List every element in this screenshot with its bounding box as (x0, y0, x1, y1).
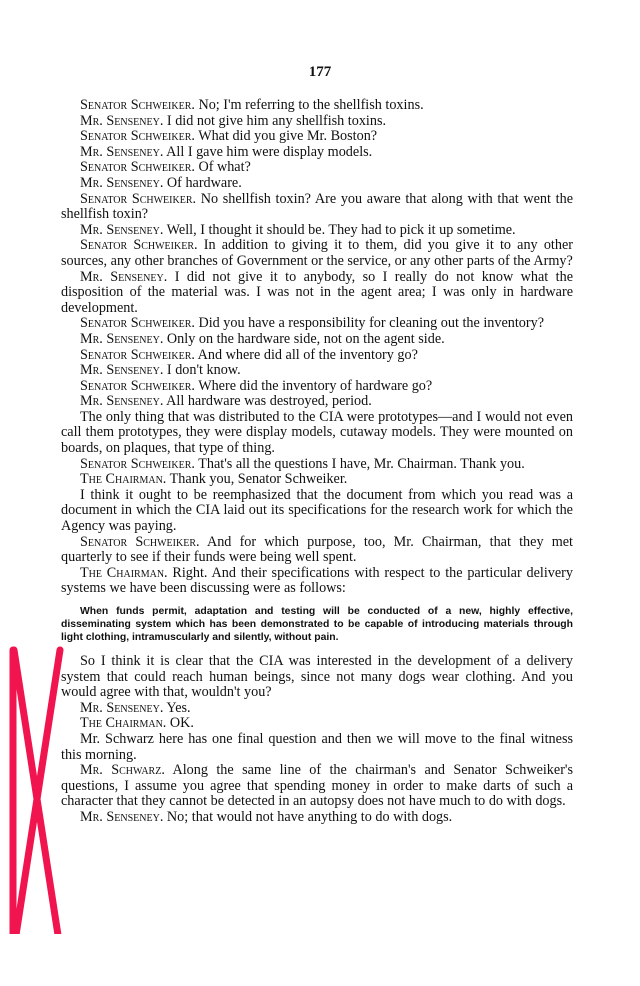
speech-text: Of what? (194, 159, 251, 176)
speech-text: In addition to giving it to them, did you give it to any other sources, any other branches of Government or the service, or any other parts of the Army? (61, 237, 573, 269)
speaker-name: Mr. Senseney. (80, 330, 164, 347)
speech-text: No shellfish toxin? Are you aware that along with that went the shellfish toxin? (61, 190, 573, 223)
speaker-name: Senator Schweiker. (80, 159, 195, 176)
transcript-paragraph (61, 732, 573, 763)
transcript-paragraph (61, 160, 573, 176)
transcript-paragraph (61, 238, 573, 269)
speaker-name: Mr. Senseney. (80, 143, 164, 160)
speaker-name: Senator Schweiker. (80, 190, 197, 207)
speech-text: Right. And their specifications with respect to the particular delivery systems we have been discussing were as follows: (61, 564, 573, 597)
transcript-paragraph (61, 316, 573, 332)
speech-text: No; I'm referring to the shellfish toxins. (194, 97, 424, 113)
speech-text: So I think it is clear that the CIA was interested in the development of a delivery system that could reach human beings, since not many dogs wear clothing. And you would agree with that, wouldn't you? (61, 653, 573, 701)
speaker-name: The Chairman. (80, 564, 168, 581)
speech-text: The only thing that was distributed to the CIA were prototypes—and I would not even call them prototypes, they were display models, cutaway models. They were mounted on boards, on plaques, that type of thing. (61, 408, 573, 457)
speech-text: All hardware was destroyed, period. (163, 393, 372, 410)
speaker-name: Senator Schweiker. (80, 315, 195, 332)
transcript-paragraph (61, 566, 573, 597)
transcript-paragraph (61, 654, 573, 701)
speech-text: Well, I thought it should be. They had to pick it up sometime. (163, 221, 516, 238)
speaker-name: Senator Schweiker. (80, 346, 195, 363)
speech-text: What did you give Mr. Boston? (194, 128, 378, 145)
speech-text: I think it ought to be reemphasized that the document from which you read was a document in which the CIA laid out its specifications for the research work for which the Agency was paying. (61, 486, 573, 535)
transcript-paragraph (61, 348, 573, 364)
speech-text: Mr. Schwarz here has one final question and then we will move to the final witness this morning. (61, 730, 573, 763)
page-bottom-edge (0, 934, 640, 986)
paragraphs-before (61, 98, 573, 597)
transcript-paragraph (61, 701, 573, 717)
transcript-paragraph (61, 394, 573, 410)
speech-text: OK. (166, 715, 194, 732)
speaker-name: Senator Schweiker. (80, 377, 195, 394)
transcript-paragraph (61, 410, 573, 457)
quoted-specification: When funds permit, adaptation and testing will be conducted of a new, highly effective, disseminating system which has been demonstrated to be capable of introducing materials through light clothing, intramuscularly and silently, without pain. (61, 606, 573, 643)
speech-text: No; that would not have anything to do with dogs. (163, 808, 453, 825)
speaker-name: The Chairman. (80, 471, 167, 488)
speech-text: Did you have a responsibility for cleaning out the inventory? (194, 315, 544, 332)
speaker-name: The Chairman. (80, 715, 167, 732)
speech-text: All I gave him were display models. (163, 143, 373, 160)
speech-text: Along the same line of the chairman's and Senator Schweiker's questions, I assume you agree that spending money in order to make darts of such a character that they cannot be detected in an autopsy does not have much to do with dogs. (61, 762, 574, 810)
transcript-paragraph (61, 114, 573, 130)
transcript-paragraph (61, 332, 573, 348)
transcript-paragraph (61, 129, 573, 145)
transcript-paragraph (61, 379, 573, 395)
transcript-paragraph (61, 192, 573, 223)
speaker-name: Mr. Schwarz. (80, 762, 165, 779)
speaker-name: Mr. Senseney. (80, 699, 164, 716)
speaker-name: Mr. Senseney. (80, 221, 164, 238)
transcript-paragraph (61, 716, 573, 732)
speaker-name: Senator Schweiker. (80, 533, 200, 550)
transcript-paragraph (61, 223, 573, 239)
speaker-name: Mr. Senseney. (80, 268, 168, 285)
speech-text: Thank you, Senator Schweiker. (166, 471, 348, 488)
speaker-name: Senator Schweiker. (80, 128, 195, 145)
speech-text: And for which purpose, too, Mr. Chairman, that they met quarterly to see if their funds were being well spent. (61, 533, 573, 566)
speech-text: That's all the questions I have, Mr. Chairman. Thank you. (194, 455, 525, 472)
speaker-name: Senator Schweiker. (80, 97, 195, 113)
speaker-name: Mr. Senseney. (80, 393, 164, 410)
speaker-name: Mr. Senseney. (80, 174, 164, 191)
speech-text: And where did all of the inventory go? (194, 346, 418, 363)
transcript-paragraph (61, 457, 573, 473)
speech-text: I don't know. (163, 362, 241, 379)
page-number: 177 (308, 64, 332, 80)
paragraphs-after (61, 654, 573, 826)
speech-text: Only on the hardware side, not on the agent side. (163, 330, 445, 347)
transcript-paragraph (61, 535, 573, 566)
speaker-name: Senator Schweiker. (80, 455, 195, 472)
speaker-name: Mr. Senseney. (80, 808, 164, 825)
speech-text: I did not give it to anybody, so I really do not know what the disposition of the material was. I was not in the agent area; I was only in hardware development. (61, 268, 574, 316)
transcript-paragraph (61, 145, 573, 161)
transcript-body (61, 98, 573, 826)
transcript-paragraph (61, 270, 573, 317)
transcript-paragraph (61, 763, 573, 810)
speaker-name: Mr. Senseney. (80, 362, 164, 379)
red-margin-mark-icon (0, 0, 70, 986)
transcript-paragraph (61, 810, 573, 826)
transcript-paragraph (61, 472, 573, 488)
speaker-name: Mr. Senseney. (80, 112, 164, 129)
transcript-paragraph (61, 176, 573, 192)
speech-text: Where did the inventory of hardware go? (194, 377, 433, 394)
transcript-paragraph (61, 98, 573, 114)
speech-text: Yes. (163, 699, 191, 716)
speech-text: I did not give him any shellfish toxins. (163, 112, 387, 129)
speaker-name: Senator Schweiker. (80, 237, 198, 254)
speech-text: Of hardware. (163, 174, 242, 191)
transcript-paragraph (61, 363, 573, 379)
transcript-paragraph (61, 488, 573, 535)
